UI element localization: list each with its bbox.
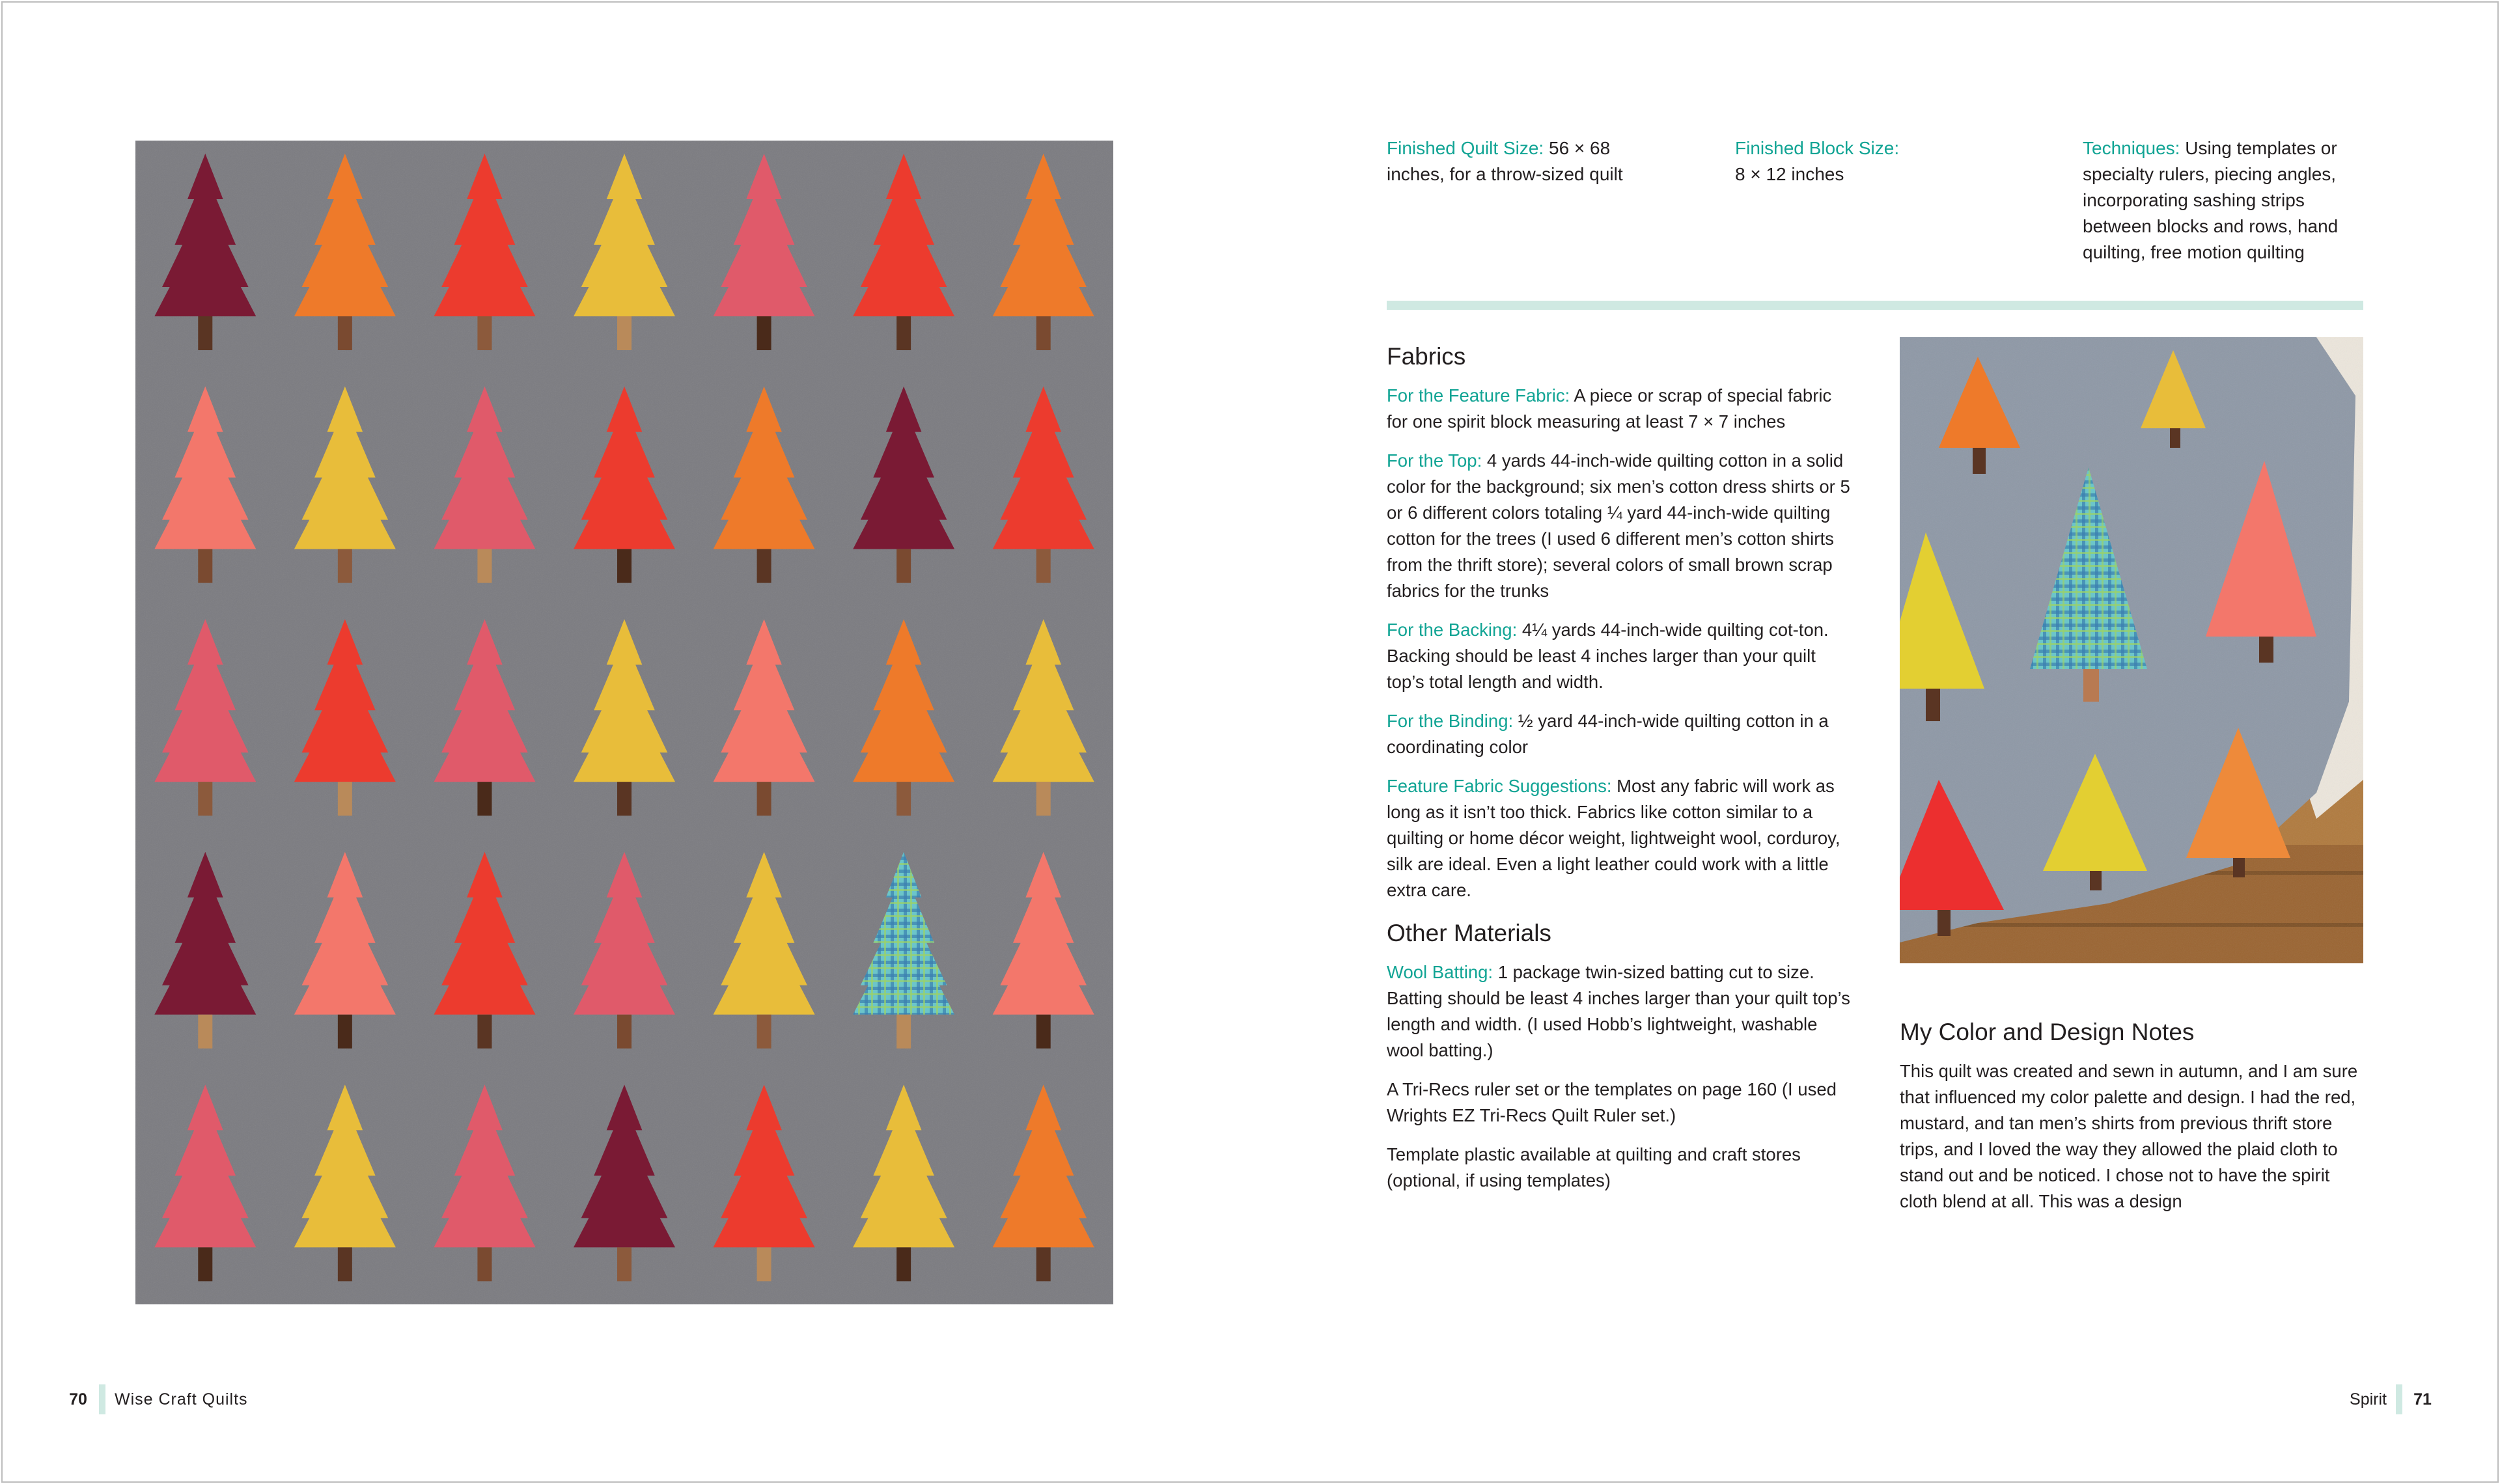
quilt-tree-trunk [757, 1015, 771, 1049]
quilt-tree-trunk [896, 316, 911, 350]
spec-value: incorporating sashing strips [2083, 190, 2305, 210]
quilt-detail-photo [1900, 337, 2363, 963]
quilt-tree-trunk [1036, 1015, 1051, 1049]
quilt-tree-trunk [617, 316, 632, 350]
quilt-tree-trunk [198, 1015, 212, 1049]
fabric-item-text: 4¼ yards 44-inch-wide quilting cot-ton. Backing should be least 4 inches larger than your quilt top’s total length and width. [1387, 620, 1829, 692]
quilt-tree-trunk [198, 316, 212, 350]
material-item [1387, 1077, 1855, 1129]
fabric-item [1387, 448, 1855, 604]
spec-finished-block-size [1735, 135, 1899, 187]
quilt-tree-trunk [896, 1247, 911, 1281]
footer-divider [99, 1384, 105, 1414]
fabric-item-label: For the Backing: [1387, 620, 1518, 640]
quilt-tree-trunk [896, 782, 911, 816]
fabric-item-label: For the Top: [1387, 450, 1482, 471]
fabric-item [1387, 773, 1855, 903]
material-item [1387, 959, 1855, 1064]
spec-value: 8 × 12 inches [1735, 164, 1844, 184]
quilt-tree-trunk [198, 549, 212, 583]
quilt-photo [135, 141, 1113, 1304]
fabric-item-label: For the Feature Fabric: [1387, 385, 1570, 405]
spec-value: specialty rulers, piecing angles, [2083, 164, 2337, 184]
quilt-tree-trunk [1036, 1247, 1051, 1281]
quilt-tree-trunk [477, 549, 492, 583]
spec-finished-quilt-size [1387, 135, 1623, 187]
fabric-item-text: 4 yards 44-inch-wide quilting cotton in a solid color for the background; six men’s cotton dress shirts or 5 or 6 different colors totaling ¼ yard 44-inch-wide quilting cotton for the trees (I used 6 different men’s cotton shirts from the thrift store); several colors of small brown scrap fabrics for the trunks [1387, 450, 1850, 601]
design-notes [1900, 1015, 2363, 1228]
quilt-tree-trunk [338, 1247, 352, 1281]
fabric-item [1387, 617, 1855, 695]
spec-value: between blocks and rows, hand [2083, 216, 2339, 236]
spec-value: inches, for a throw-sized quilt [1387, 164, 1623, 184]
quilt-tree-trunk [896, 1015, 911, 1049]
quilt-tree-trunk [477, 782, 492, 816]
fabrics-heading: Fabrics [1387, 343, 1466, 370]
quilt-tree-trunk [477, 1247, 492, 1281]
fabric-item-label: For the Binding: [1387, 711, 1514, 731]
quilt-tree-trunk [477, 316, 492, 350]
footer-left [57, 1386, 248, 1412]
fabric-item [1387, 383, 1855, 435]
footer-right [2350, 1386, 2443, 1412]
fabric-item-text: ½ yard 44-inch-wide quilting cotton in a coordinating color [1387, 711, 1829, 757]
quilt-tree-trunk [338, 1015, 352, 1049]
quilt-tree-trunk [896, 549, 911, 583]
quilt-tree-trunk [617, 782, 632, 816]
page-number: 70 [69, 1390, 87, 1408]
material-item-text: Template plastic available at quilting and craft stores (optional, if using templates) [1387, 1144, 1801, 1190]
book-title: Wise Craft Quilts [115, 1390, 248, 1408]
quilt-tree-trunk [338, 316, 352, 350]
quilt-tree-trunk [617, 1015, 632, 1049]
footer-divider [2396, 1384, 2402, 1414]
material-item-label: Wool Batting: [1387, 962, 1493, 982]
design-notes-text: This quilt was created and sewn in autumn, and I am sure that influenced my color palette and design. I had the red, mustard, and tan men’s shirts from previous thrift store trips, and I loved the way they allowed the plaid cloth to stand out and be noticed. I chose not to have the spirit cloth blend at all. This was a design [1900, 1061, 2358, 1211]
chapter-title: Spirit [2350, 1390, 2387, 1408]
spec-label: Finished Quilt Size: [1387, 138, 1544, 158]
material-item-text: 1 package twin-sized batting cut to size. Batting should be least 4 inches larger than your quilt top’s length and width. (I used Hobb’s lightweight, washable wool batting.) [1387, 962, 1850, 1060]
fabric-item-text: Most any fabric will work as long as it isn’t too thick. Fabrics like cotton similar to a quilting or home décor weight, lightweight wool, corduroy, silk are ideal. Even a light leather could work with a little extra care. [1387, 776, 1840, 900]
quilt-tree-trunk [338, 549, 352, 583]
material-item [1387, 1142, 1855, 1194]
other-materials-heading: Other Materials [1387, 920, 1551, 946]
page-number: 71 [2413, 1390, 2432, 1408]
quilt-tree-trunk [198, 782, 212, 816]
quilt-tree-trunk [1036, 316, 1051, 350]
quilt-tree-trunk [617, 549, 632, 583]
spec-value: quilting, free motion quilting [2083, 242, 2305, 262]
material-item-text: A Tri-Recs ruler set or the templates on page 160 (I used Wrights EZ Tri-Recs Quilt Ruler set.) [1387, 1079, 1837, 1125]
materials-column [1387, 340, 1855, 1207]
quilt-tree-trunk [1036, 549, 1051, 583]
quilt-tree-trunk [757, 782, 771, 816]
quilt-tree-trunk [1036, 782, 1051, 816]
section-rule [1387, 301, 2363, 310]
fabric-item [1387, 708, 1855, 760]
spec-value: Using templates or [2180, 138, 2337, 158]
quilt-tree-trunk [757, 316, 771, 350]
fabric-item-label: Feature Fabric Suggestions: [1387, 776, 1612, 796]
spec-label: Techniques: [2083, 138, 2180, 158]
quilt-tree-trunk [617, 1247, 632, 1281]
fabric-item-text: A piece or scrap of special fabric for one spirit block measuring at least 7 × 7 inches [1387, 385, 1832, 432]
design-notes-heading: My Color and Design Notes [1900, 1019, 2195, 1045]
spec-value: 56 × 68 [1544, 138, 1611, 158]
quilt-tree-trunk [757, 549, 771, 583]
quilt-tree-trunk [198, 1247, 212, 1281]
spec-label: Finished Block Size: [1735, 138, 1900, 158]
quilt-tree-trunk [477, 1015, 492, 1049]
spec-techniques [2083, 135, 2338, 266]
quilt-tree-trunk [757, 1247, 771, 1281]
quilt-tree-trunk [338, 782, 352, 816]
